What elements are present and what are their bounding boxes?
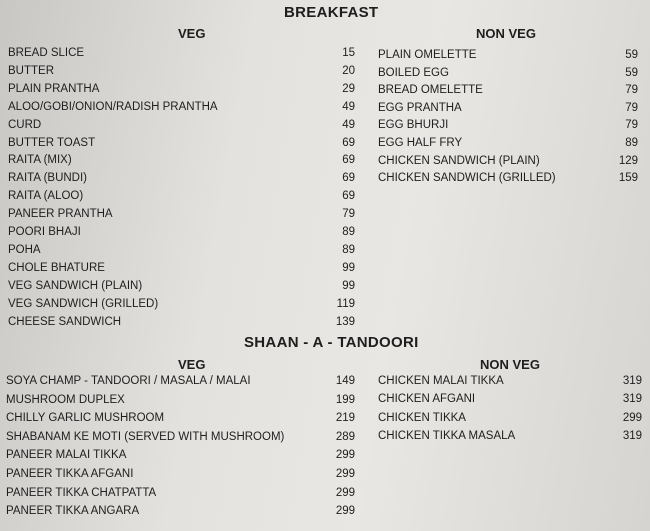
menu-item-price: 319 [622,393,642,406]
menu-item-name: PANEER TIKKA AFGANI [6,468,134,480]
menu-item-price: 69 [342,154,355,167]
menu-item-name: POORI BHAJI [8,226,81,238]
breakfast-veg-heading: VEG [178,26,206,41]
menu-item-price: 59 [625,66,638,79]
tandoori-nonveg-heading: NON VEG [480,357,540,372]
menu-item-price: 79 [625,119,638,132]
menu-item-price: 299 [335,505,355,518]
menu-item-price: 159 [618,172,638,185]
menu-item-name: RAITA (BUNDI) [8,172,88,185]
menu-item-name: EGG BHURJI [378,119,449,132]
menu-item-name: PANEER TIKKA ANGARA [6,505,140,518]
menu-item-price: 289 [335,430,355,443]
menu-item-price: 89 [342,226,355,238]
menu-item-price: 219 [335,412,355,425]
menu-item-name: PLAIN PRANTHA [8,82,100,95]
menu-item-name: CHOLE BHATURE [8,261,105,274]
menu-item-price: 299 [335,468,355,480]
menu-item-price: 129 [618,154,638,167]
menu-item-name: EGG PRANTHA [378,101,462,114]
menu-item-price: 89 [625,137,638,149]
menu-item-price: 29 [342,82,355,95]
tandoori-title: SHAAN - A - TANDOORI [244,334,419,351]
menu-item-name: POHA [8,243,41,256]
menu-item-price: 20 [342,64,355,77]
menu-item-name: BUTTER TOAST [8,136,96,149]
menu-item-name: SHABANAM KE MOTI (SERVED WITH MUSHROOM) [6,430,285,443]
menu-item-name: CHEESE SANDWICH [8,315,122,328]
menu-item-name: CURD [8,118,42,131]
menu-item-price: 79 [625,101,638,114]
menu-item-name: CHICKEN SANDWICH (PLAIN) [378,154,540,167]
menu-item-price: 319 [622,430,642,443]
menu-item-price: 199 [335,393,355,406]
menu-item-price: 79 [342,208,355,221]
menu-item-name: BUTTER [8,64,54,77]
menu-item-price: 119 [336,297,355,310]
menu-item-price: 69 [342,172,355,185]
menu-item-price: 59 [625,49,638,61]
menu-item-name: VEG SANDWICH (GRILLED) [8,297,159,310]
menu-item-name: PANEER TIKKA CHATPATTA [6,486,157,499]
menu-item-price: 139 [335,315,355,328]
menu-item-price: 319 [622,375,642,387]
menu-item-name: RAITA (ALOO) [8,190,84,203]
menu-item-price: 15 [342,47,355,59]
breakfast-title: BREAKFAST [284,4,379,21]
menu-item-name: EGG HALF FRY [378,137,463,149]
menu-item-price: 299 [335,486,355,499]
menu-item-name: PANEER MALAI TIKKA [6,449,127,462]
menu-item-name: PANEER PRANTHA [8,208,113,221]
menu-item-name: CHICKEN TIKKA MASALA [378,430,516,443]
menu-item-name: BOILED EGG [378,66,449,79]
menu-item-name: CHICKEN TIKKA [378,411,466,424]
menu-item-price: 49 [342,118,355,131]
menu-item-name: MUSHROOM DUPLEX [6,393,125,406]
menu-item-name: PLAIN OMELETTE [378,49,477,61]
menu-item-name: SOYA CHAMP - TANDOORI / MASALA / MALAI [6,375,251,387]
menu-item-price: 79 [625,84,638,97]
menu-item-name: CHICKEN MALAI TIKKA [378,375,504,387]
menu-item-name: BREAD OMELETTE [378,84,483,97]
menu-item-name: CHICKEN SANDWICH (GRILLED) [378,172,556,185]
menu-item-price: 99 [342,279,355,292]
menu-item-name: RAITA (MIX) [8,154,72,167]
menu-item-price: 89 [342,243,355,256]
menu-item-name: CHICKEN AFGANI [378,393,476,406]
menu-item-price: 69 [342,136,355,149]
menu-item-name: CHILLY GARLIC MUSHROOM [6,412,165,425]
menu-item-price: 99 [342,261,355,274]
menu-item-price: 299 [335,449,355,462]
menu-item-name: ALOO/GOBI/ONION/RADISH PRANTHA [8,100,218,113]
menu-item-price: 299 [622,411,642,424]
breakfast-nonveg-heading: NON VEG [476,26,536,41]
menu-item-name: VEG SANDWICH (PLAIN) [8,279,143,292]
menu-item-price: 49 [342,100,355,113]
menu-item-price: 69 [342,190,355,203]
menu-item-name: BREAD SLICE [8,47,85,59]
menu-item-price: 149 [335,375,355,387]
tandoori-veg-heading: VEG [178,357,206,372]
